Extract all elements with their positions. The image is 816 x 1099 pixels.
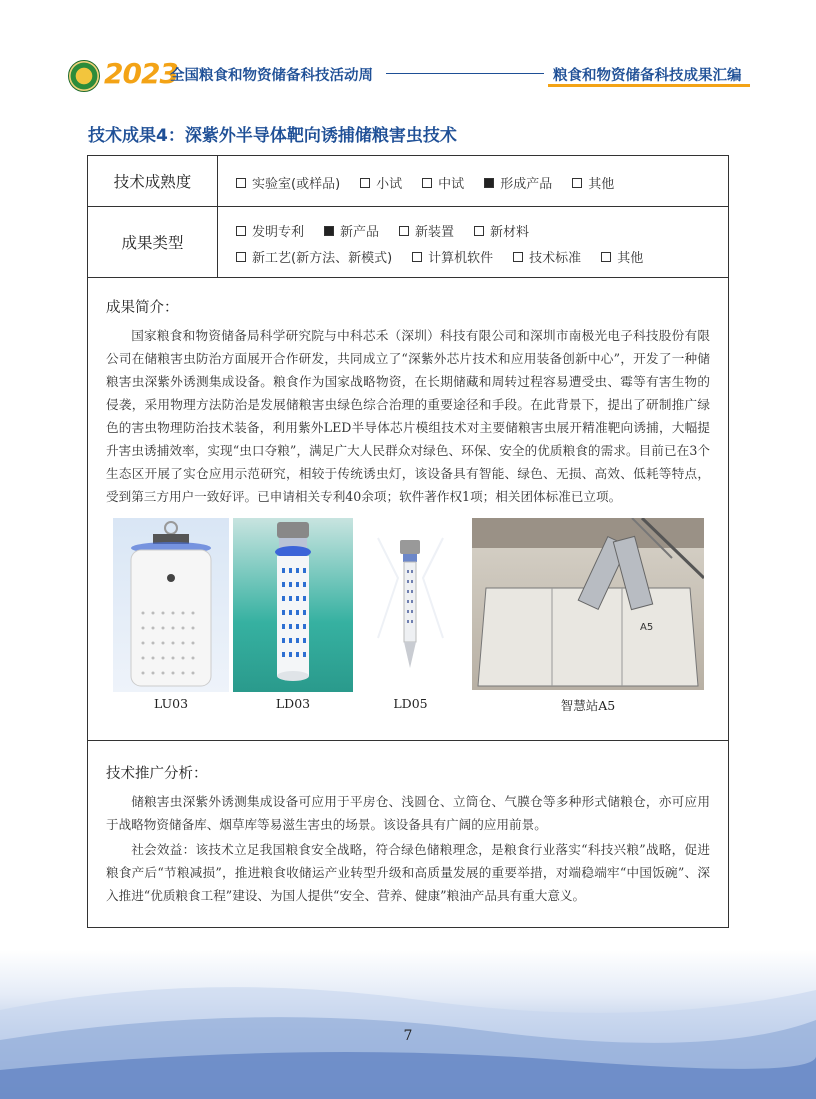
result-type-option: 计算机软件 bbox=[412, 247, 493, 266]
checkbox-icon bbox=[422, 178, 432, 188]
checkbox-icon bbox=[236, 252, 246, 262]
checkbox-icon bbox=[360, 178, 370, 188]
result-type-options-row2 bbox=[236, 247, 663, 266]
page-header bbox=[0, 0, 816, 100]
promotion-paragraph-1: 储粮害虫深紫外诱测集成设备可应用于平房仓、浅圆仓、立筒仓、气膜仓等多种形式储粮仓，亦可应用于战略物资储备库、烟草库等易滋生害虫的场景。该设备具有广阔的应用前景。 bbox=[106, 794, 710, 832]
caption-a5: 智慧站A5 bbox=[560, 698, 616, 713]
checkbox-icon bbox=[572, 178, 582, 188]
result-type-option: 新材料 bbox=[474, 221, 529, 240]
result-type-option: 新装置 bbox=[399, 221, 454, 240]
lu03-device-icon bbox=[113, 518, 229, 692]
a5-brand-logo: A5 bbox=[640, 622, 654, 633]
caption-ld03: LD03 bbox=[275, 696, 311, 711]
header-divider-line bbox=[386, 73, 544, 74]
product-image-ld03 bbox=[233, 518, 353, 692]
result-type-option: 新工艺(新方法、新模式) bbox=[236, 247, 392, 266]
maturity-option: 形成产品 bbox=[484, 173, 552, 192]
page-number: 7 bbox=[403, 1028, 413, 1044]
promotion-heading: 技术推广分析： bbox=[106, 766, 208, 782]
summary-paragraph: 国家粮食和物资储备局科学研究院与中科芯禾（深圳）科技有限公司和深圳市南极光电子科技股份有限公司在储粮害虫防治方面展开合作研发，共同成立了“深紫外芯片技术和应用装备创新中心”，开发了一种储粮害虫深紫外诱测集成设备。粮食作为国家战略物资，在长期储藏和周转过程容易遭受虫、霉等有害生物的侵袭，采用物理方法防治是发展储粮害虫绿色综合治理的重要途径和手段。在此背景下，提出了研制推广绿色的害虫物理防治技术装备，利用紫外LED半导体芯片模组技术对主要储粮害虫展开精准靶向诱捕，大幅提升害虫诱捕效率，实现“虫口夺粮”，满足广大人民群众对绿色、环保、安全的优质粮食的需求。目前已在3个生态区开展了实仓应用示范研究，相较于传统诱虫灯，该设备具有智能、绿色、无损、高效、低耗等特点，受到第三方用户一致好评。已申请相关专利40余项；软件著作权1项；相关团体标准已立项。 bbox=[106, 328, 710, 504]
checkbox-icon bbox=[513, 252, 523, 262]
product-image-a5 bbox=[472, 518, 704, 690]
product-image-lu03 bbox=[113, 518, 229, 692]
header-year: 2023 bbox=[104, 57, 178, 90]
checkbox-checked-icon bbox=[324, 226, 334, 236]
header-left-title: 全国粮食和物资储备科技活动周 bbox=[170, 68, 373, 84]
checkbox-icon bbox=[236, 226, 246, 236]
checkbox-icon bbox=[399, 226, 409, 236]
result-type-label: 成果类型 bbox=[88, 207, 218, 277]
maturity-option: 小试 bbox=[360, 173, 402, 192]
result-type-option: 其他 bbox=[601, 247, 643, 266]
result-type-options-row1 bbox=[236, 221, 549, 240]
achievement-table bbox=[87, 155, 729, 928]
checkbox-icon bbox=[236, 178, 246, 188]
a5-station-icon bbox=[472, 518, 704, 690]
caption-ld05: LD05 bbox=[393, 696, 428, 711]
maturity-options bbox=[236, 173, 634, 192]
section-divider bbox=[88, 740, 728, 741]
checkbox-icon bbox=[474, 226, 484, 236]
checkbox-icon bbox=[601, 252, 611, 262]
maturity-row bbox=[88, 156, 728, 207]
summary-heading: 成果简介： bbox=[106, 300, 179, 316]
maturity-option: 其他 bbox=[572, 173, 614, 192]
header-accent-bar bbox=[548, 84, 750, 87]
maturity-option: 中试 bbox=[422, 173, 464, 192]
page-title: 技术成果4：深紫外半导体靶向诱捕储粮害虫技术 bbox=[88, 126, 457, 146]
maturity-label: 技术成熟度 bbox=[88, 156, 218, 206]
checkbox-icon bbox=[412, 252, 422, 262]
promotion-paragraph-2: 社会效益：该技术立足我国粮食安全战略，符合绿色储粮理念，是粮食行业落实“科技兴粮”战略，促进粮食产后“节粮减损”，推进粮食收储运产业转型升级和高质量发展的重要举措，对端稳端牢“中国饭碗”、深入推进“优质粮食工程”建设、为国人提供“安全、营养、健康”粮油产品具有重大意义。 bbox=[106, 842, 710, 903]
caption-lu03: LU03 bbox=[153, 696, 189, 711]
maturity-option: 实验室(或样品) bbox=[236, 173, 340, 192]
product-image-ld05 bbox=[358, 518, 463, 692]
checkbox-checked-icon bbox=[484, 178, 494, 188]
ld03-device-icon bbox=[233, 518, 353, 692]
result-type-option: 技术标准 bbox=[513, 247, 581, 266]
event-logo-icon bbox=[68, 60, 100, 92]
ld05-device-icon bbox=[358, 518, 463, 692]
result-type-option: 发明专利 bbox=[236, 221, 304, 240]
result-type-row bbox=[88, 207, 728, 278]
header-right-title: 粮食和物资储备科技成果汇编 bbox=[553, 68, 742, 84]
result-type-option: 新产品 bbox=[324, 221, 379, 240]
